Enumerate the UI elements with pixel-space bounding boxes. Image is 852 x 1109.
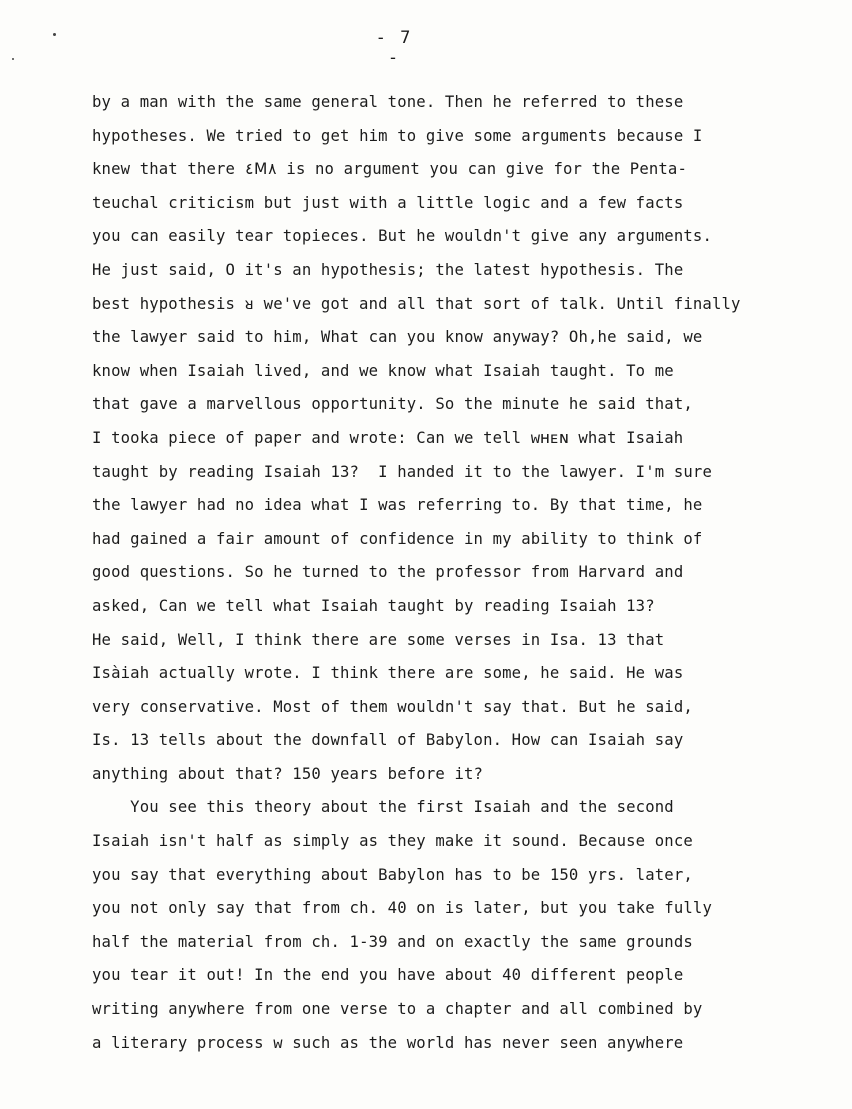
- text-line: asked, Can we tell what Isaiah taught by reading Isaiah 13?: [92, 596, 655, 615]
- text-line: very conservative. Most of them wouldn't say that. But he said,: [92, 697, 693, 716]
- text-line: I tooka piece of paper and wrote: Can we tell ᴡʜᴇɴ what Isaiah: [92, 428, 684, 447]
- text-line: anything about that? 150 years before it?: [92, 764, 484, 783]
- text-line: you tear it out! In the end you have about 40 different people: [92, 966, 684, 985]
- text-line: you not only say that from ch. 40 on is later, but you take fully: [92, 899, 712, 918]
- text-line: had gained a fair amount of confidence in my ability to think of: [92, 529, 703, 548]
- text-line: You see this theory about the first Isaiah and the second: [92, 798, 674, 817]
- text-line: teuchal criticism but just with a little logic and a few facts: [92, 193, 684, 212]
- text-line: the lawyer had no idea what I was referring to. By that time, he: [92, 496, 703, 515]
- text-line: know when Isaiah lived, and we know what Isaiah taught. To me: [92, 361, 674, 380]
- text-line: writing anywhere from one verse to a chapter and all combined by: [92, 1000, 703, 1019]
- text-line: by a man with the same general tone. Then he referred to these: [92, 93, 684, 111]
- text-line: He just said, O it's an hypothesis; the latest hypothesis. The: [92, 260, 684, 279]
- paper-speck: [53, 33, 56, 36]
- text-line: He said, Well, I think there are some verses in Isa. 13 that: [92, 630, 665, 649]
- body-text: [92, 86, 832, 1060]
- text-line: good questions. So he turned to the professor from Harvard and: [92, 563, 684, 582]
- text-line: the lawyer said to him, What can you know anyway? Oh,he said, we: [92, 328, 703, 347]
- text-line: hypotheses. We tried to get him to give some arguments because I: [92, 126, 703, 145]
- text-line: you can easily tear topieces. But he wouldn't give any arguments.: [92, 227, 712, 246]
- text-line: best hypothesis ᴚ we've got and all that sort of talk. Until finally: [92, 294, 741, 313]
- text-line: Isaiah isn't half as simply as they make it sound. Because once: [92, 832, 693, 851]
- text-line: you say that everything about Babylon has to be 150 yrs. later,: [92, 865, 693, 884]
- text-line: that gave a marvellous opportunity. So the minute he said that,: [92, 395, 693, 414]
- text-line: knew that there ٤Ⅿ٨ is no argument you can give for the Penta-: [92, 160, 688, 179]
- text-line: Isàiah actually wrote. I think there are some, he said. He was: [92, 664, 684, 683]
- text-line: taught by reading Isaiah 13? I handed it to the lawyer. I'm sure: [92, 462, 712, 481]
- page-number: - 7 -: [375, 28, 413, 68]
- text-line: Is. 13 tells about the downfall of Babylon. How can Isaiah say: [92, 731, 684, 750]
- paper-speck: [12, 58, 14, 60]
- text-line: half the material from ch. 1-39 and on exactly the same grounds: [92, 932, 693, 951]
- text-line: a literary process ᴡ such as the world has never seen anywhere: [92, 1033, 684, 1052]
